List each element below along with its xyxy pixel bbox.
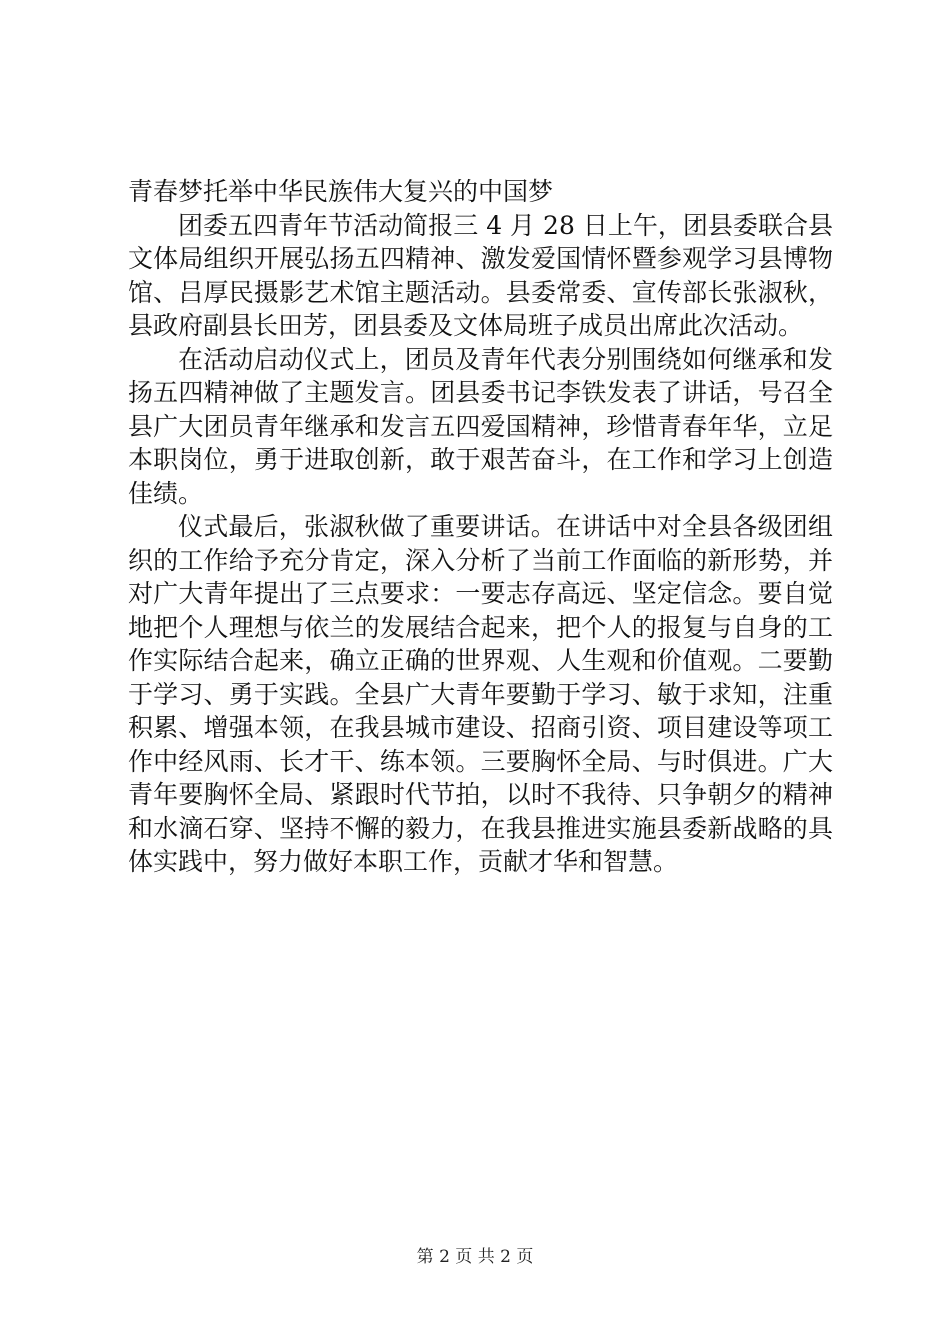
document-title: 青春梦托举中华民族伟大复兴的中国梦: [128, 177, 554, 206]
paragraph-2: 在活动启动仪式上，团员及青年代表分别围绕如何继承和发扬五四精神做了主题发言。团县委书记李铁发表了讲话，号召全县广大团员青年继承和发言五四爱国精神，珍惜青春年华，立足本职岗位，勇于进取创新，敢于艰苦奋斗，在工作和学习上创造佳绩。: [128, 344, 833, 508]
paragraph-3: 仪式最后，张淑秋做了重要讲话。在讲话中对全县各级团组织的工作给予充分肯定，深入分析了当前工作面临的新形势，并对广大青年提出了三点要求：一要志存高远、坚定信念。要自觉地把个人理想与依兰的发展结合起来，把个人的报复与自身的工作实际结合起来，确立正确的世界观、人生观和价值观。二要勤于学习、勇于实践。全县广大青年要勤于学习、敏于求知，注重积累、增强本领，在我县城市建设、招商引资、项目建设等项工作中经风雨、长才干、练本领。三要胸怀全局、与时俱进。广大青年要胸怀全局、紧跟时代节拍，以时不我待、只争朝夕的精神和水滴石穿、坚持不懈的毅力，在我县推进实施县委新战略的具体实践中，努力做好本职工作，贡献才华和智慧。: [128, 512, 833, 876]
document-body: [128, 175, 833, 879]
page-number-footer: 第 2 页 共 2 页: [416, 1247, 534, 1267]
paragraph-1: 团委五四青年节活动简报三 4 月 28 日上午，团县委联合县文体局组织开展弘扬五四精神、激发爱国情怀暨参观学习县博物馆、吕厚民摄影艺术馆主题活动。县委常委、宣传部长张淑秋，县政府副县长田芳，团县委及文体局班子成员出席此次活动。: [128, 210, 833, 340]
